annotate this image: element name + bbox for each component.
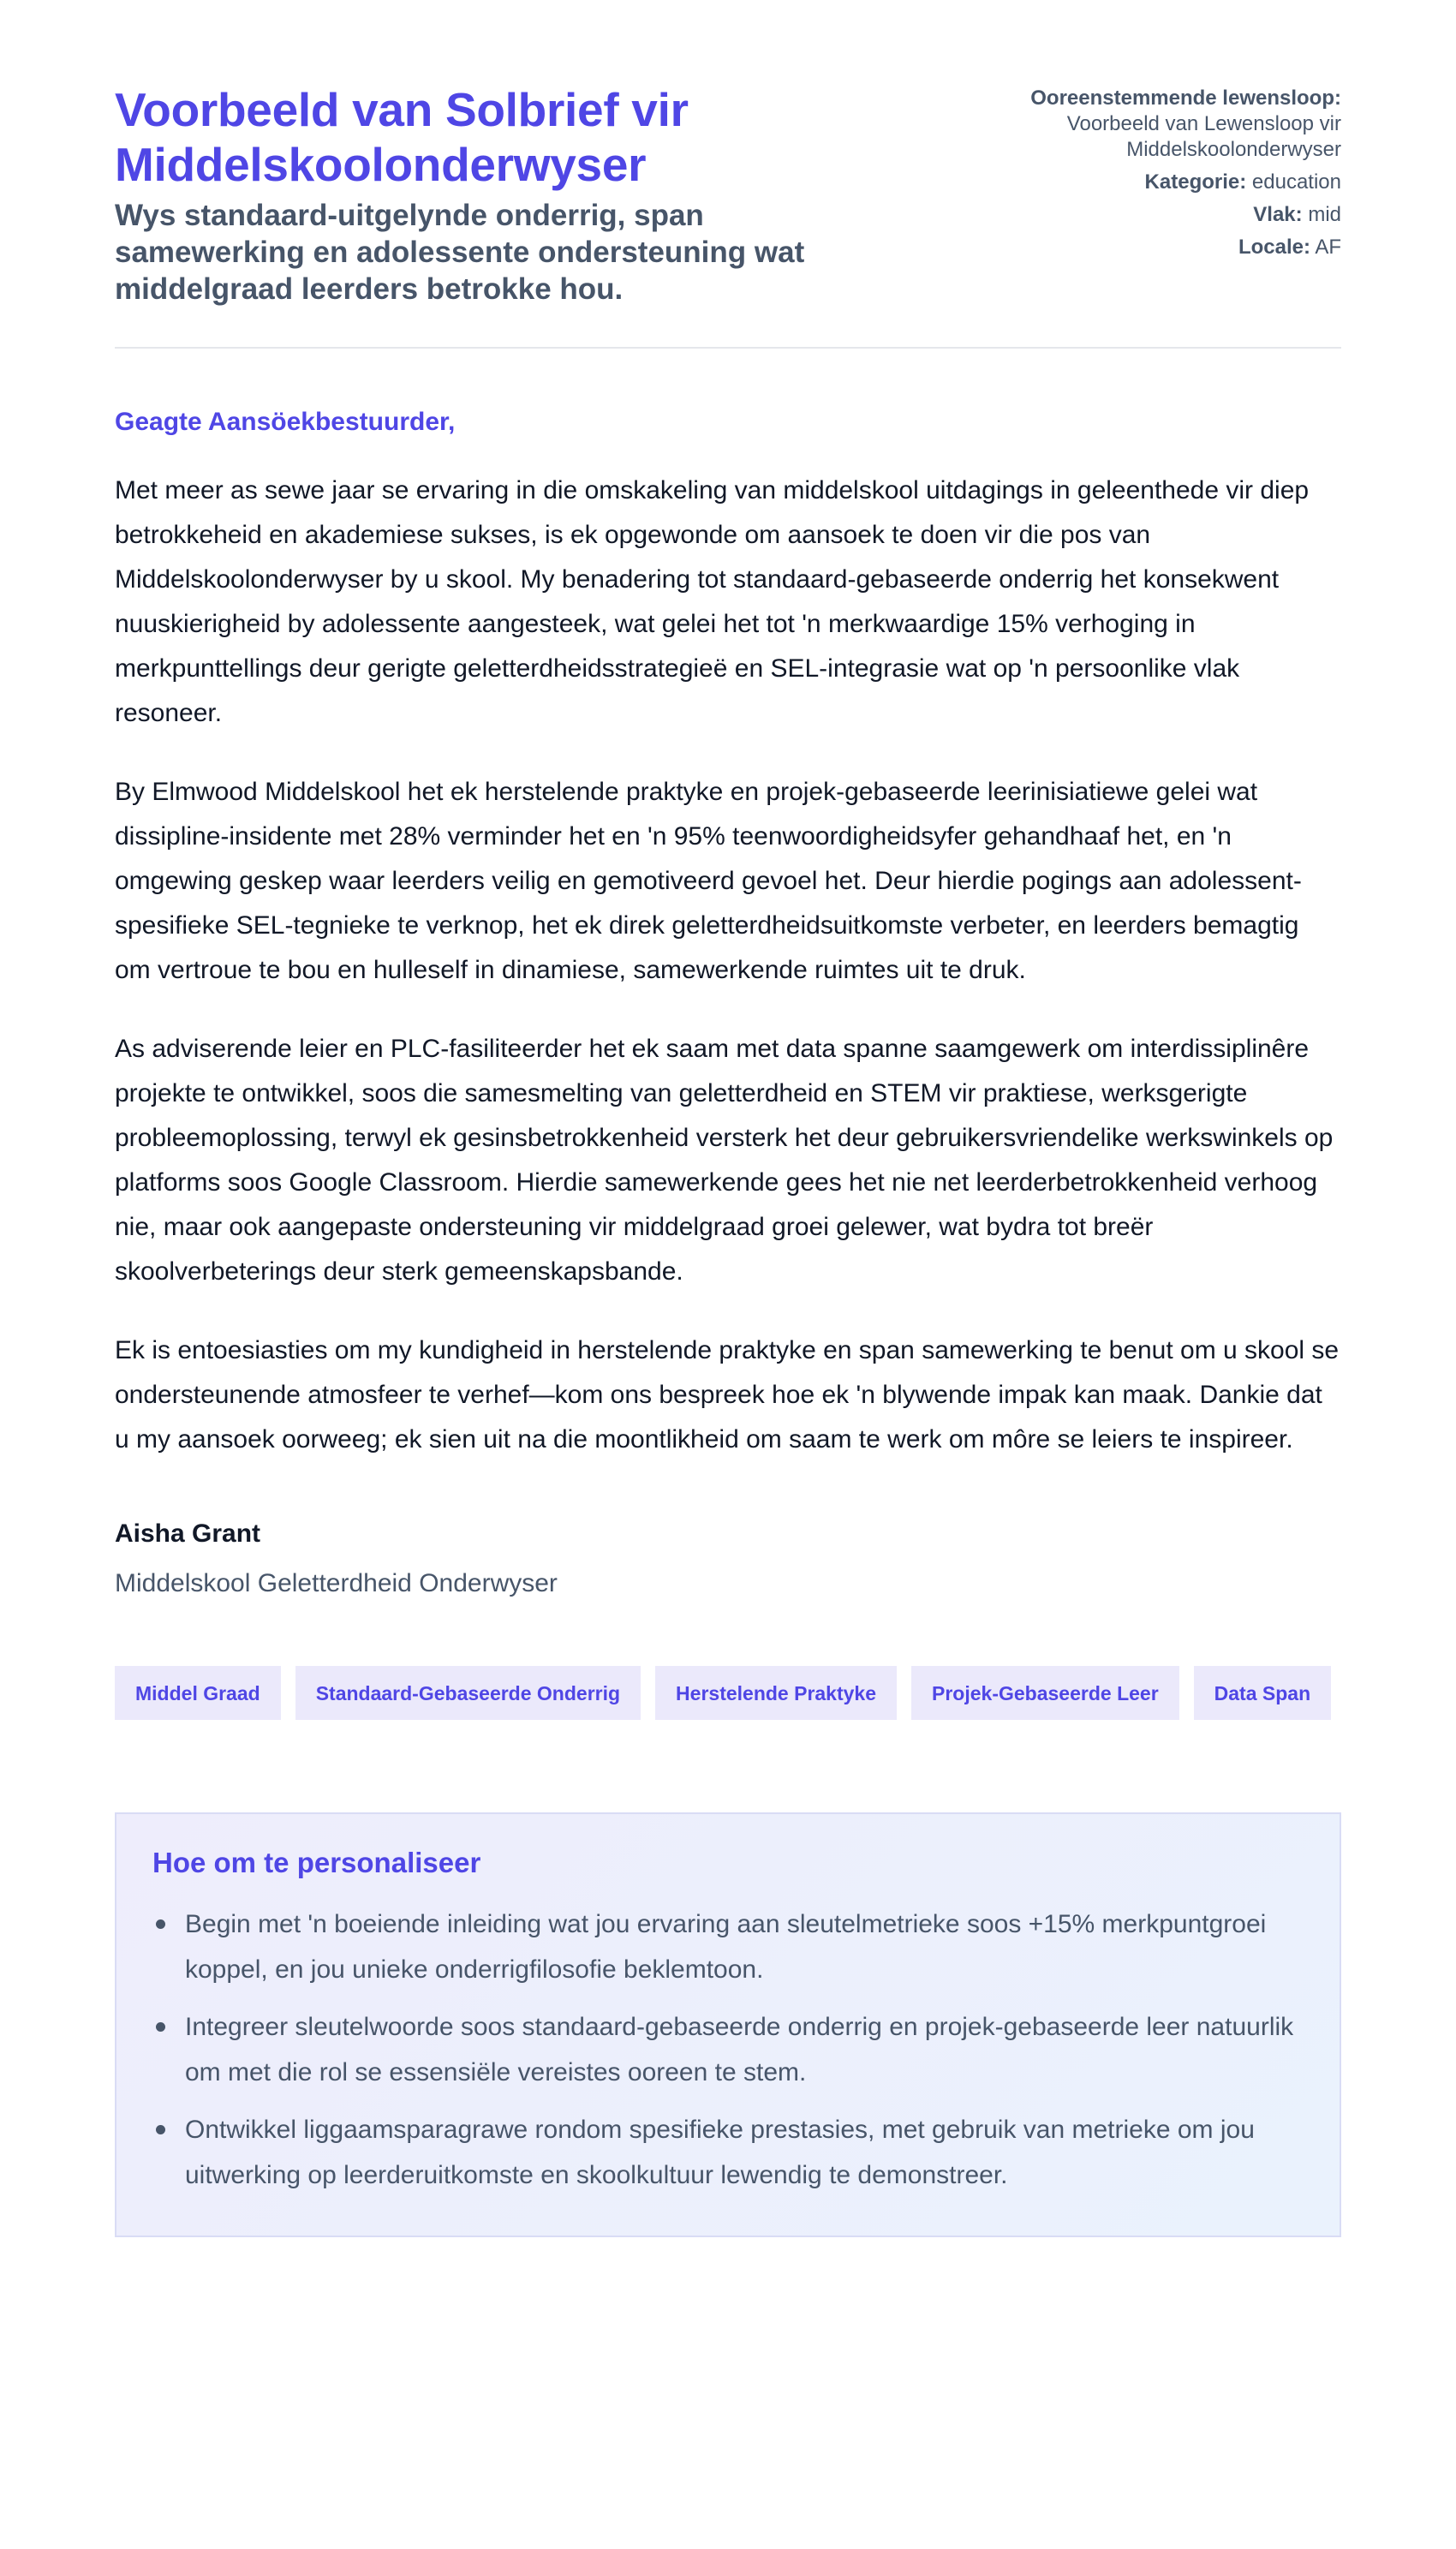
meta-resume-label: Ooreenstemmende lewensloop: [1030, 87, 1341, 110]
meta-level-label: Vlak: [1253, 203, 1303, 226]
meta-locale [982, 235, 1341, 260]
signature-block [115, 1517, 1341, 1601]
tips-title: Hoe om te personaliseer [152, 1847, 481, 1878]
meta-locale-label: Locale: [1238, 236, 1310, 259]
tip-text: Ontwikkel liggaamsparagrawe rondom spesifieke prestasies, met gebruik van metrieke om jou uitwerking op leerderuitkomste en skoolkultuur lewendig te demonstreer. [185, 2116, 1255, 2189]
meta-category-value: education [1251, 170, 1341, 194]
tips-list [152, 1901, 1304, 2198]
letter-body [115, 349, 1341, 1601]
meta-category-label: Kategorie: [1144, 170, 1247, 194]
letter-paragraph: Ek is entoesiasties om my kundigheid in herstelende praktyke en span samewerking te benut om u skool se ondersteunende atmosfeer te verhef—kom ons bespreek hoe ek 'n blywende impak kan maak. Dankie dat u my aansoek oorweeg; ek sien uit na die moontlikheid om saam te werk om môre se leiers te inspireer. [115, 1336, 1340, 1454]
page-title: Voorbeeld van Solbrief vir Middelskoolonderwyser [115, 83, 689, 191]
cover-letter-page [115, 0, 1341, 2237]
meta-level [982, 202, 1341, 228]
signature-name: Aisha Grant [115, 1519, 261, 1548]
bullet-icon [156, 1919, 165, 1929]
tag-middel-graad: Middel Graad [115, 1666, 281, 1720]
signature-title: Middelskool Geletterdheid Onderwyser [115, 1569, 558, 1597]
bullet-icon [156, 2125, 165, 2134]
letter-paragraph: As adviserende leier en PLC-fasiliteerder het ek saam met data spanne saamgewerk om interdissiplinêre projekte te ontwikkel, soos die samesmelting van geletterdheid en STEM vir praktiese, werksgerigte probleemoplossing, terwyl ek gesinsbetrokkenheid versterk het deur gebruikersvriendelike werkswinkels op platforms soos Google Classroom. Hierdie samewerkende gees het nie net leerderbetrokkenheid verhoog nie, maar ook aangepaste ondersteuning vir middelgraad groei gelewer, wat bydra tot breër skoolverbeterings deur sterk gemeenskapsbande. [115, 1035, 1334, 1286]
tag-herstelende-praktyke: Herstelende Praktyke [655, 1666, 897, 1720]
tag-list [115, 1666, 1341, 1720]
meta-resume [982, 86, 1341, 163]
tip-item [185, 1901, 1304, 1992]
meta-locale-value: AF [1315, 236, 1341, 259]
meta-level-value: mid [1308, 203, 1341, 226]
salutation: Geagte Aansöekbestuurder, [115, 408, 456, 436]
meta-category [982, 170, 1341, 195]
meta-panel [982, 82, 1341, 267]
header-titles [115, 82, 886, 307]
tip-item [185, 2107, 1304, 2198]
personalization-tips-box [115, 1812, 1341, 2237]
tip-item [185, 2004, 1304, 2095]
tag-data-span: Data Span [1194, 1666, 1331, 1720]
bullet-icon [156, 2022, 165, 2032]
page-subtitle: Wys standaard-uitgelynde onderrig, span samewerking en adolessente ondersteuning wat middelgraad leerders betrokke hou. [115, 199, 805, 306]
tip-text: Begin met 'n boeiende inleiding wat jou ervaring aan sleutelmetrieke soos +15% merkpuntgroei koppel, en jou unieke onderrigfilosofie beklemtoon. [185, 1910, 1267, 1984]
tag-standaard-gebaseerde-onderrig: Standaard-Gebaseerde Onderrig [295, 1666, 641, 1720]
meta-resume-value: Voorbeeld van Lewensloop vir Middelskoolonderwyser [1066, 112, 1341, 161]
letter-paragraph: By Elmwood Middelskool het ek herstelende praktyke en projek-gebaseerde leerinisiatiewe gelei wat dissipline-insidente met 28% verminder het en 'n 95% teenwoordigheidsyfer gehandhaaf het, en 'n omgewing geskep waar leerders veilig en gemotiveerd gevoel het. Deur hierdie pogings aan adolessent-spesifieke SEL-tegnieke te verknop, het ek direk geletterdheidsuitkomste verbeter, en leerders bemagtig om vertroue te bou en hulleself in dinamiese, samewerkende ruimtes uit te druk. [115, 778, 1302, 984]
letter-paragraph: Met meer as sewe jaar se ervaring in die omskakeling van middelskool uitdagings in geleenthede vir diep betrokkeheid en akademiese sukses, is ek opgewonde om aansoek te doen vir die pos van Middelskoolonderwyser by u skool. My benadering tot standaard-gebaseerde onderrig het konsekwent nuuskierigheid by adolessente aangesteek, wat gelei het tot 'n merkwaardige 15% verhoging in merkpunttellings deur gerigte geletterdheidsstrategieë en SEL-integrasie wat op 'n persoonlike vlak resoneer. [115, 476, 1310, 727]
page-header [115, 82, 1341, 349]
tag-projek-gebaseerde-leer: Projek-Gebaseerde Leer [911, 1666, 1179, 1720]
tip-text: Integreer sleutelwoorde soos standaard-gebaseerde onderrig en projek-gebaseerde leer natuurlik om met die rol se essensiële vereistes ooreen te stem. [185, 2013, 1294, 2086]
